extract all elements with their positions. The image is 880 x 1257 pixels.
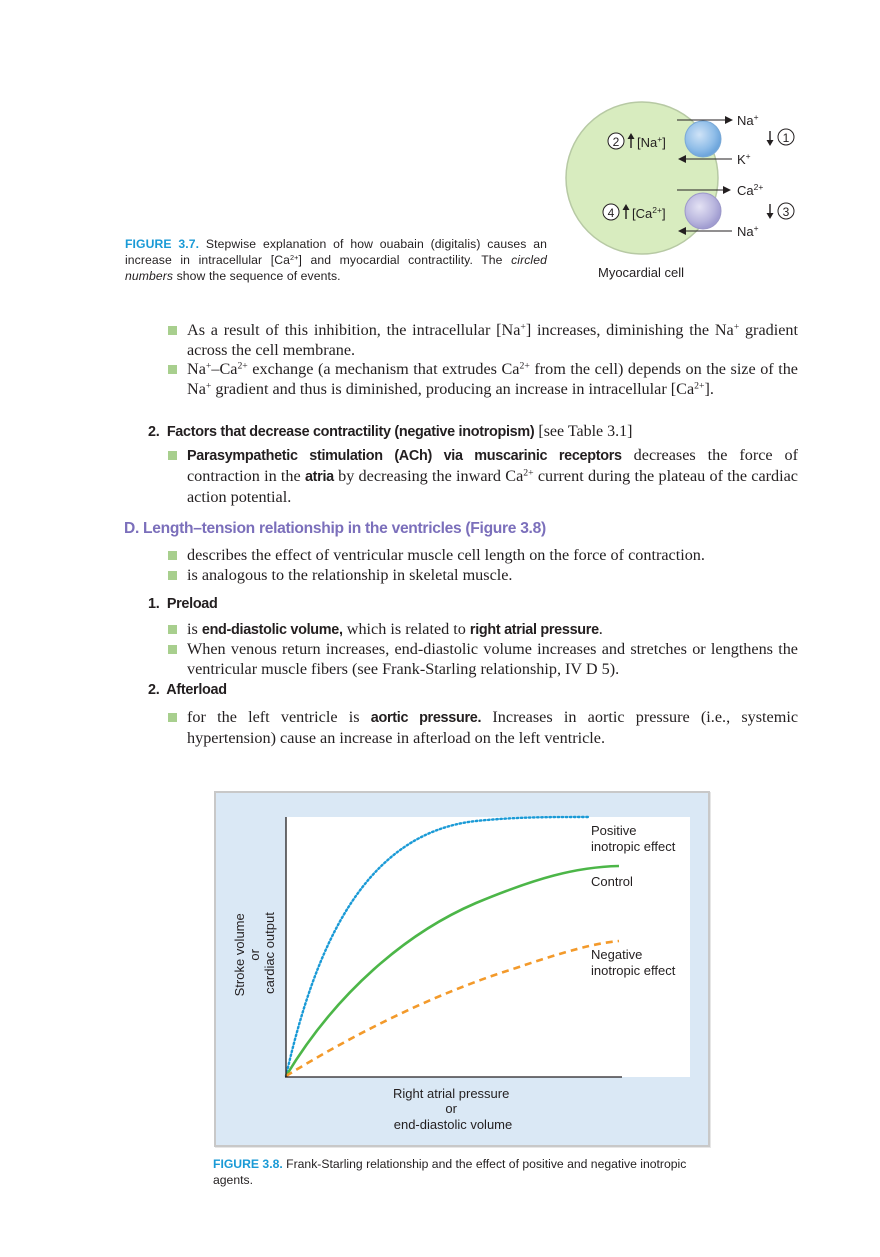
subsection-heading-preload: 1. Preload [148, 596, 218, 612]
bullet-text: When venous return increases, end-diastolic volume increases and stretches or lengthens the ventricular muscle fibers (see Frank-Starling relationship, IV D 5). [187, 640, 798, 678]
bullet-square [168, 713, 177, 722]
bullet-text: $Na^+-Ca^{2+}$ exchange (a mechanism that extrudes $Ca^{2+}$ from the cell) depends on the size of the Na+ gradient and thus is diminished, producing an increase in intracellular $[Ca^{2+}]$. [187, 360, 798, 398]
figure-label: FIGURE 3.8. [213, 1157, 283, 1171]
list-item [168, 639, 798, 679]
figure-3-7-caption [125, 236, 547, 284]
chart-svg [216, 793, 708, 1145]
caption-text: Frank-Starling relationship and the effect of positive and negative inotropic agents. [213, 1157, 687, 1187]
y-axis-label: Stroke volume or cardiac output [232, 912, 277, 997]
cell-label: Myocardial cell [598, 265, 684, 280]
list-item [168, 707, 798, 748]
na-ca-exchanger [685, 193, 721, 229]
figure-label: FIGURE 3.7. [125, 237, 200, 251]
ion-label-na-in: Na+ [737, 223, 759, 239]
cell-diagram-svg [560, 100, 820, 290]
myocardial-cell-diagram [560, 100, 820, 290]
negative-inotropic-label: Negative inotropic effect [591, 947, 676, 978]
step-4-label: $[Ca^{2+}]$ [632, 205, 666, 221]
caption-text: show the sequence of events. [173, 269, 341, 283]
step-4-number: 4 [607, 206, 615, 220]
ion-label-k-in: K+ [737, 151, 751, 167]
ion-label-na-out: Na+ [737, 112, 759, 128]
positive-inotropic-label: Positive inotropic effect [591, 823, 676, 854]
subsection-heading-negative-inotropism: 2. Factors that decrease contractility (negative inotropism) [see Table 3.1] [148, 423, 633, 440]
bullet-text: for the left ventricle is aortic pressure. Increases in aortic pressure (i.e., systemic hypertension) cause an increase in afterload on the left ventricle. [187, 708, 798, 747]
figure-3-8-caption [213, 1156, 713, 1188]
list-item [168, 320, 798, 360]
bullet-text: is end-diastolic volume, which is related to right atrial pressure. [187, 620, 603, 638]
bullet-text: Parasympathetic stimulation (ACh) via muscarinic receptors decreases the force of contraction in the atria by decreasing the inward $Ca^{2+}$ current during the plateau of the cardiac action potential. [187, 446, 799, 506]
bullet-square [168, 645, 177, 654]
bullet-text: is analogous to the relationship in skeletal muscle. [187, 566, 513, 584]
superscript: 2+ [289, 252, 299, 262]
section-heading-d: D. Length–tension relationship in the ventricles (Figure 3.8) [124, 520, 546, 537]
bullet-square [168, 571, 177, 580]
ion-label-ca-out: $Ca^{2+}$ [737, 182, 764, 198]
bullet-square [168, 625, 177, 634]
bullet-text: As a result of this inhibition, the intracellular [Na+] increases, diminishing the Na+ gradient across the cell membrane. [187, 321, 798, 359]
list-item [168, 619, 798, 640]
list-item [168, 565, 798, 585]
caption-text: ] and myocardial contractility. The [298, 253, 512, 267]
caption-text: Stepwise explanation of how ouabain (digitalis) causes an increase in intracellular [Ca [125, 237, 548, 267]
step-2-label: [Na+] [637, 134, 666, 150]
na-k-pump [685, 121, 721, 157]
step-2-number: 2 [612, 135, 620, 149]
control-label: Control [591, 874, 633, 889]
list-item [168, 545, 798, 565]
caption-italic: circled numbers [125, 253, 547, 283]
bullet-square [168, 551, 177, 560]
list-item [168, 359, 798, 399]
step-3-number: 3 [782, 205, 790, 219]
bullet-text: describes the effect of ventricular muscle cell length on the force of contraction. [187, 546, 705, 564]
list-item [168, 445, 798, 507]
bullet-square [168, 451, 177, 460]
step-1-number: 1 [782, 131, 790, 145]
x-axis-label: Right atrial pressure or end-diastolic volume [393, 1086, 513, 1132]
bullet-square [168, 326, 177, 335]
subsection-heading-afterload: 2. Afterload [148, 682, 227, 698]
bullet-square [168, 365, 177, 374]
frank-starling-chart [214, 791, 710, 1147]
